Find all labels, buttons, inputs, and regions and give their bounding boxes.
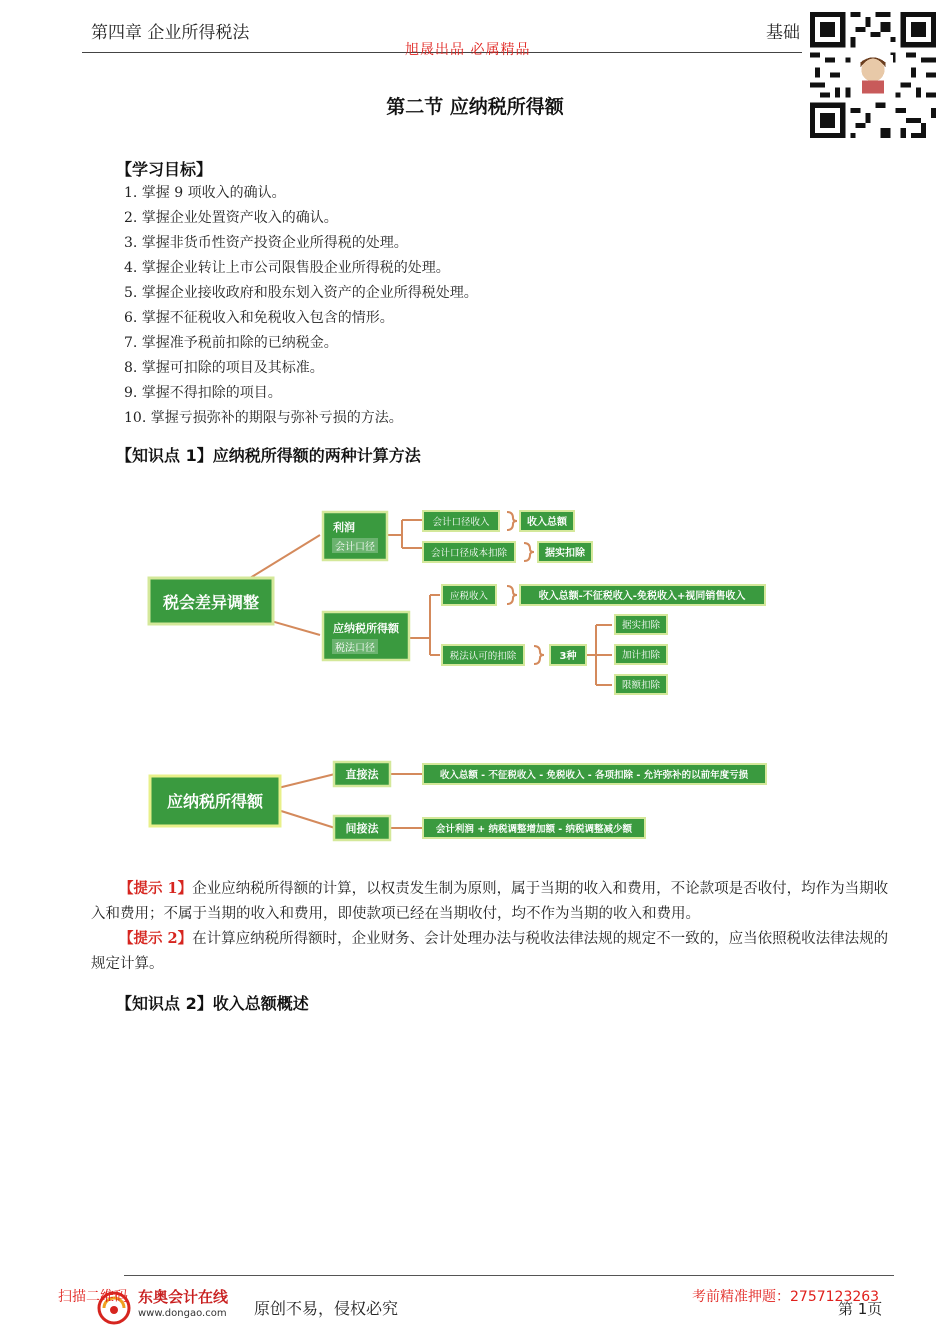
tip-1 [91,876,899,927]
goal-item: 4. 掌握企业转让上市公司限售股企业所得税的处理。 [124,260,450,276]
learning-goals-heading: 【学习目标】 [116,160,213,179]
profit-label: 利润 [333,521,355,534]
acct-income-label: 会计口径收入 [432,517,490,528]
direct-method-label: 直接法 [345,768,379,781]
footer-copyright: 原创不易，侵权必究 [254,1299,399,1318]
tip-label: 【提示 2】 [119,930,193,947]
indirect-formula: 会计利润 + 纳税调整增加额 - 纳税调整减少额 [435,824,633,835]
goal-item: 1. 掌握 9 项收入的确认。 [124,185,286,201]
tax-accounting-diagram [140,500,780,700]
root-label: 应纳税所得额 [166,792,264,811]
tip-label: 【提示 1】 [119,880,193,897]
indirect-method-label: 间接法 [345,822,379,835]
taxable-tag: 税法口径 [335,643,375,654]
goal-item: 10. 掌握亏损弥补的期限与弥补亏损的方法。 [124,410,403,426]
goal-item: 2. 掌握企业处置资产收入的确认。 [124,210,338,226]
footer-exam-contact: 考前精准押题：2757123263 [692,1289,880,1305]
goal-item: 3. 掌握非货币性资产投资企业所得税的处理。 [124,235,408,251]
chapter-title: 第四章 企业所得税法 [91,23,250,43]
footer-divider [124,1275,894,1276]
tip-text: 在计算应纳税所得额时，企业财务、会计处理办法与税收法律法规的规定不一致的，应当依照税收法律法规的规定计算。 [91,931,889,972]
goal-item: 7. 掌握准予税前扣除的已纳税金。 [124,335,338,351]
goal-item: 9. 掌握不得扣除的项目。 [124,385,282,401]
kind-label: 据实扣除 [621,620,661,631]
total-income-label: 收入总额 [527,517,567,528]
taxable-income-methods-diagram [140,750,780,850]
level-label: 基础 [766,23,800,43]
kind-label: 限额扣除 [621,680,661,691]
tax-income-formula: 收入总额-不征税收入-免税收入+视同销售收入 [538,591,746,602]
footer-scan-text: 扫描二维码 [58,1289,128,1305]
page-number: 第 1页 [838,1300,883,1318]
tip-text: 企业应纳税所得额的计算，以权责发生制为原则，属于当期的收入和费用，不论款项是否收付，均作为当期收入和费用；不属于当期的收入和费用，即使款项已经在当期收付，均不作为当期的收入和费用。 [91,881,889,922]
acct-cost-label: 会计口径成本扣除 [430,548,508,559]
footer-logo-text: 东奥会计在线 [138,1288,229,1306]
goal-item: 5. 掌握企业接收政府和股东划入资产的企业所得税处理。 [124,285,478,301]
kind-label: 加计扣除 [621,650,661,661]
qr-code-icon [810,12,936,138]
three-kinds-label: 3种 [559,651,577,662]
knowledge-point-2-heading: 【知识点 2】收入总额概述 [116,994,309,1013]
tax-deduct-label: 税法认可的扣除 [449,651,517,662]
profit-tag: 会计口径 [335,542,375,553]
slogan: 旭晟出品 必属精品 [405,42,531,58]
knowledge-point-1-heading: 【知识点 1】应纳税所得额的两种计算方法 [116,446,421,465]
page-title: 第二节 应纳税所得额 [386,96,564,118]
root-label: 税会差异调整 [162,593,260,612]
tip-2 [91,926,899,977]
actual-deduct-label: 据实扣除 [545,548,585,559]
goal-item: 6. 掌握不征税收入和免税收入包含的情形。 [124,310,394,326]
direct-formula: 收入总额 - 不征税收入 - 免税收入 - 各项扣除 - 允许弥补的以前年度亏损 [439,770,749,781]
taxable-label: 应纳税所得额 [333,622,399,635]
goal-item: 8. 掌握可扣除的项目及其标准。 [124,360,324,376]
footer-url: www.dongao.com [138,1308,227,1319]
tax-income-label: 应税收入 [449,591,489,602]
